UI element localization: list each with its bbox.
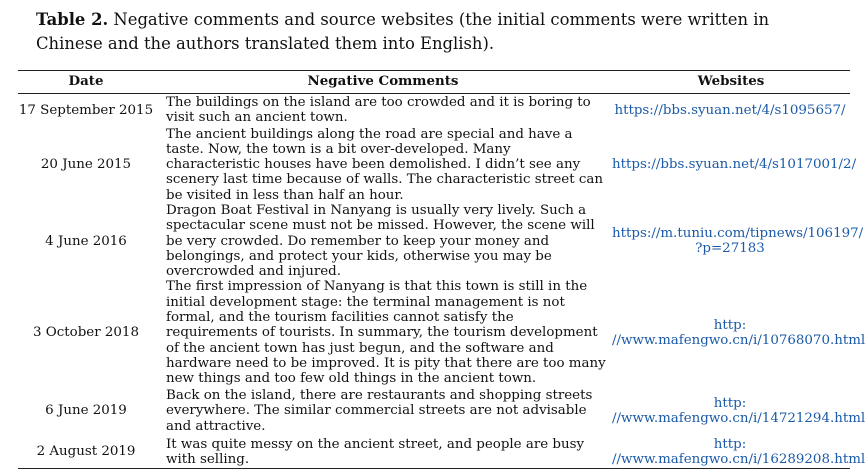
website-line: http: (713, 395, 747, 411)
row-website-link[interactable] (612, 387, 866, 436)
negative-comments-table (18, 70, 866, 469)
header-comments: Negative Comments (154, 71, 612, 94)
row-comment: The ancient buildings along the road are special and have a taste. Now, the town is a bit over-developed. Many characteristic houses have been demolished. I didn’t see any scenery last time because of walls. The characteristic street can be visited in less than half an hour. (166, 126, 603, 203)
row-website-link[interactable] (612, 279, 866, 386)
table-header-row (18, 71, 850, 94)
website-line: //www.mafengwo.cn/i/16289208.html (612, 451, 866, 467)
row-date: 4 June 2016 (45, 233, 127, 249)
table-row (18, 279, 850, 386)
table-caption-text: Negative comments and source websites (the initial comments were written in Chinese and the authors translated them into English). (36, 10, 770, 53)
row-date: 3 October 2018 (33, 325, 139, 341)
row-comment: It was quite messy on the ancient street, and people are busy with selling. (154, 436, 612, 469)
website-line: https://m.tuniu.com/tipnews/106197/ (612, 225, 864, 241)
table-row (18, 203, 850, 279)
table-row (18, 94, 850, 127)
header-websites: Websites (612, 71, 850, 94)
row-website-link[interactable] (612, 94, 850, 127)
website-line: //www.mafengwo.cn/i/14721294.html (612, 411, 866, 427)
table-caption-label: Table 2. (36, 10, 109, 29)
header-date: Date (18, 71, 154, 94)
row-comment: Dragon Boat Festival in Nanyang is usually very lively. Such a spectacular scene must not be missed. However, the scene will be very crowded. Do remember to keep your money and belongings, and protect your kids, otherwise you may be overcrowded and injured. (166, 202, 595, 280)
row-comment: The first impression of Nanyang is that this town is still in the initial development stage: the terminal management is not formal, and the tourism facilities cannot satisfy the requirements of tourists. In summary, the tourism development of the ancient town has just begun, and the software and hardware need to be improved. It is pity that there are too many new things and too few old things in the ancient town. (166, 279, 606, 387)
row-website-link[interactable] (612, 436, 866, 469)
table-row (18, 127, 850, 203)
website-line: http: (713, 317, 747, 333)
row-website-link[interactable] (612, 203, 864, 279)
table-caption (36, 8, 836, 56)
table-row (18, 436, 850, 469)
row-date: 6 June 2019 (45, 403, 127, 419)
website-line: https://bbs.syuan.net/4/s1095657/ (614, 102, 846, 118)
table-row (18, 387, 850, 436)
website-line: http: (713, 436, 747, 452)
row-date: 2 August 2019 (18, 436, 154, 469)
row-comment: Back on the island, there are restaurants and shopping streets everywhere. The similar commercial streets are not advisable and attractive. (166, 388, 593, 434)
website-line: https://bbs.syuan.net/4/s1017001/2/ (612, 157, 857, 173)
row-date: 17 September 2015 (18, 102, 154, 118)
row-date: 20 June 2015 (40, 157, 132, 173)
row-comment: The buildings on the island are too crowded and it is boring to visit such an ancient town. (166, 94, 591, 126)
website-line: //www.mafengwo.cn/i/10768070.html (612, 333, 866, 348)
website-line: ?p=27183 (695, 241, 765, 257)
row-website-link[interactable] (612, 127, 857, 203)
